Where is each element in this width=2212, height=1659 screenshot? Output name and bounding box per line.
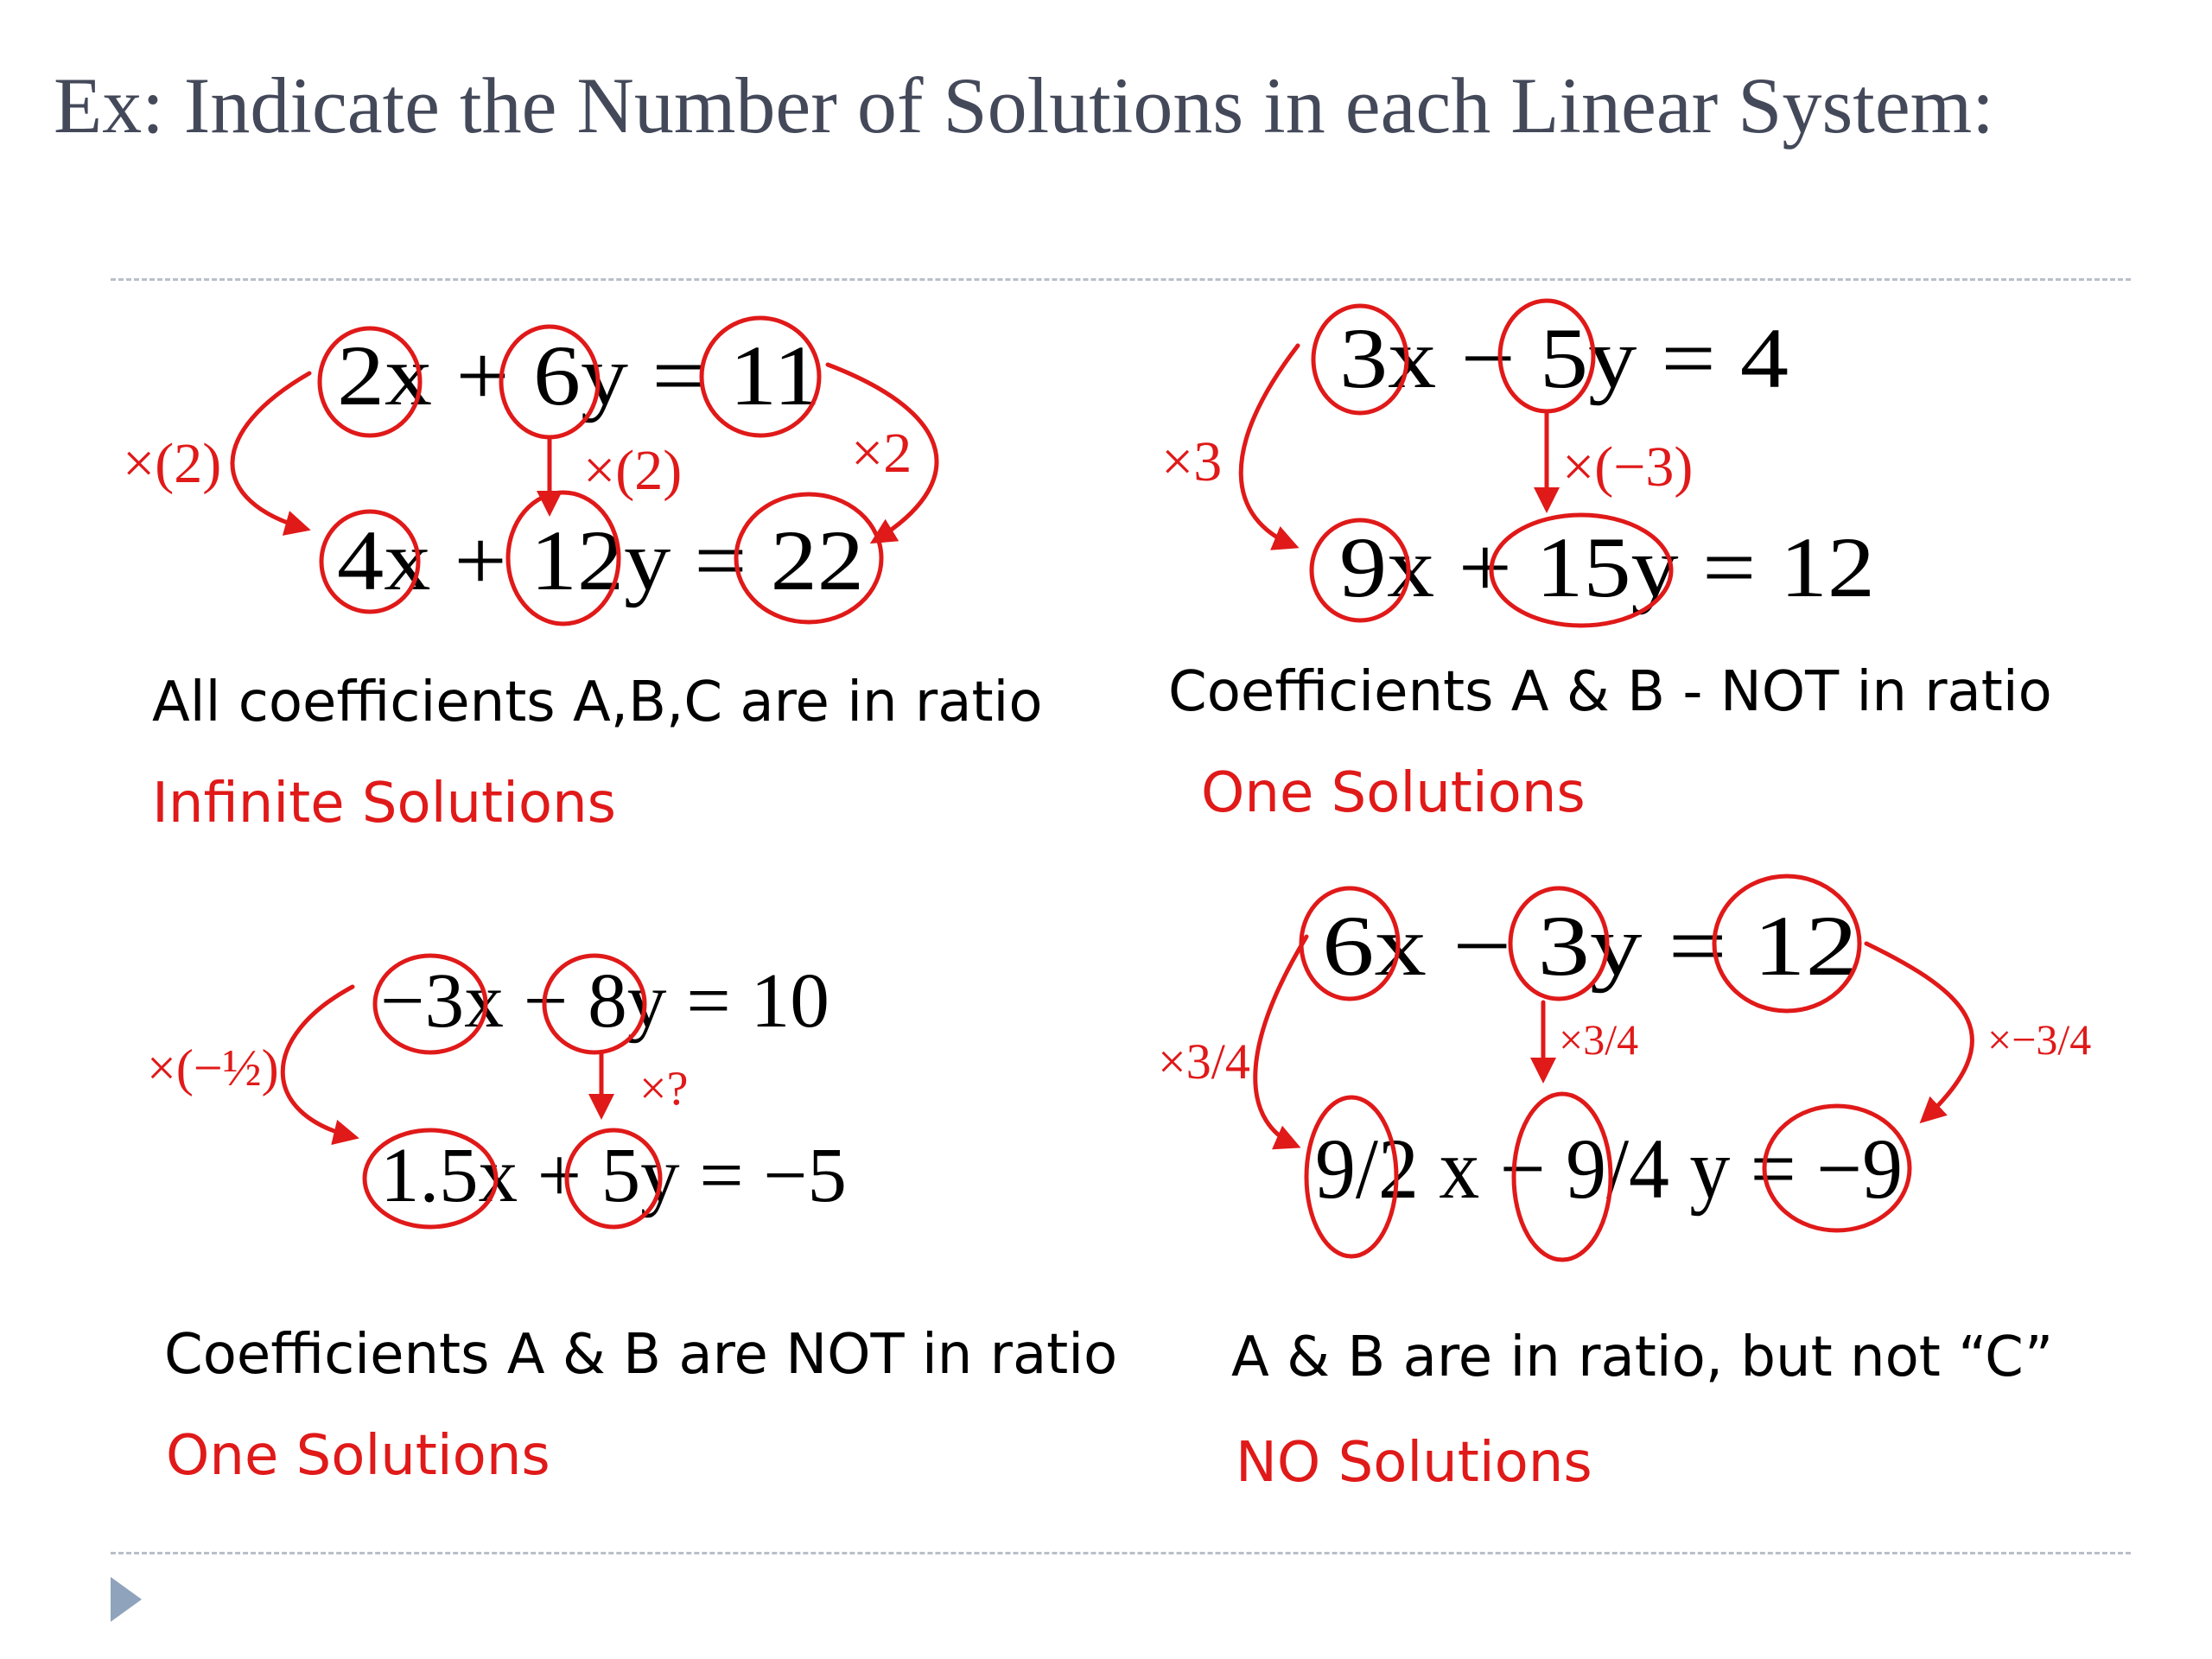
example-1-equations <box>123 318 937 624</box>
example-2-left-arrow <box>1241 346 1298 546</box>
example-3-multiplier-b: ×? <box>639 1062 689 1116</box>
example-4-right-arrow <box>1866 944 1972 1120</box>
example-1-multiplier-a: ×(2) <box>123 432 222 495</box>
example-1-verdict: Infinite Solutions <box>152 772 616 836</box>
bullet-triangle-icon <box>111 1577 145 1622</box>
example-2-equation-1: 3x − 5y = 4 <box>1339 310 1789 406</box>
example-3-equation-1: −3x − 8y = 10 <box>380 958 830 1044</box>
example-4-equations <box>1158 876 2091 1260</box>
example-4-equation-2: 9/2 x − 9/4 y = −9 <box>1315 1121 1903 1217</box>
example-4-left-arrow <box>1255 937 1306 1146</box>
example-4-caption: A & B are in ratio, but not “C” <box>1231 1325 2054 1389</box>
example-2-equation-2: 9x + 15y = 12 <box>1339 519 1875 615</box>
slide-title: Ex: Indicate the Number of Solutions in each Linear System: <box>54 61 1994 149</box>
example-1-left-arrow <box>232 373 309 529</box>
example-1-multiplier-b: ×(2) <box>583 439 683 502</box>
example-4-multiplier-a: ×3/4 <box>1158 1033 1250 1090</box>
example-2-caption: Coefficients A & B - NOT in ratio <box>1168 660 2052 724</box>
example-2-multiplier-a: ×3 <box>1161 430 1223 493</box>
example-3-multiplier-a: ×(−½) <box>147 1039 279 1096</box>
example-4-equation-1: 6x − 3y = 12 <box>1322 898 1858 994</box>
example-3-caption: Coefficients A & B are NOT in ratio <box>164 1323 1118 1387</box>
example-4-multiplier-b: ×3/4 <box>1559 1015 1639 1064</box>
example-3-verdict: One Solutions <box>166 1424 550 1488</box>
example-1-equation-1: 2x + 6y = 11 <box>337 327 821 423</box>
example-4-verdict: NO Solutions <box>1236 1431 1592 1495</box>
example-3-equation-2: 1.5x + 5y = −5 <box>380 1133 847 1218</box>
example-1-caption: All coefficients A,B,C are in ratio <box>152 671 1043 734</box>
example-2-multiplier-b: ×(−3) <box>1562 435 1694 499</box>
example-4-multiplier-c: ×−3/4 <box>1987 1015 2092 1064</box>
example-1-multiplier-c: ×2 <box>851 422 912 485</box>
example-3-equations <box>147 956 847 1227</box>
example-2-verdict: One Solutions <box>1201 761 1586 825</box>
example-1-equation-2: 4x + 12y = 22 <box>337 512 864 608</box>
example-2-equations <box>1161 301 1875 626</box>
example-3-left-arrow <box>283 987 354 1137</box>
